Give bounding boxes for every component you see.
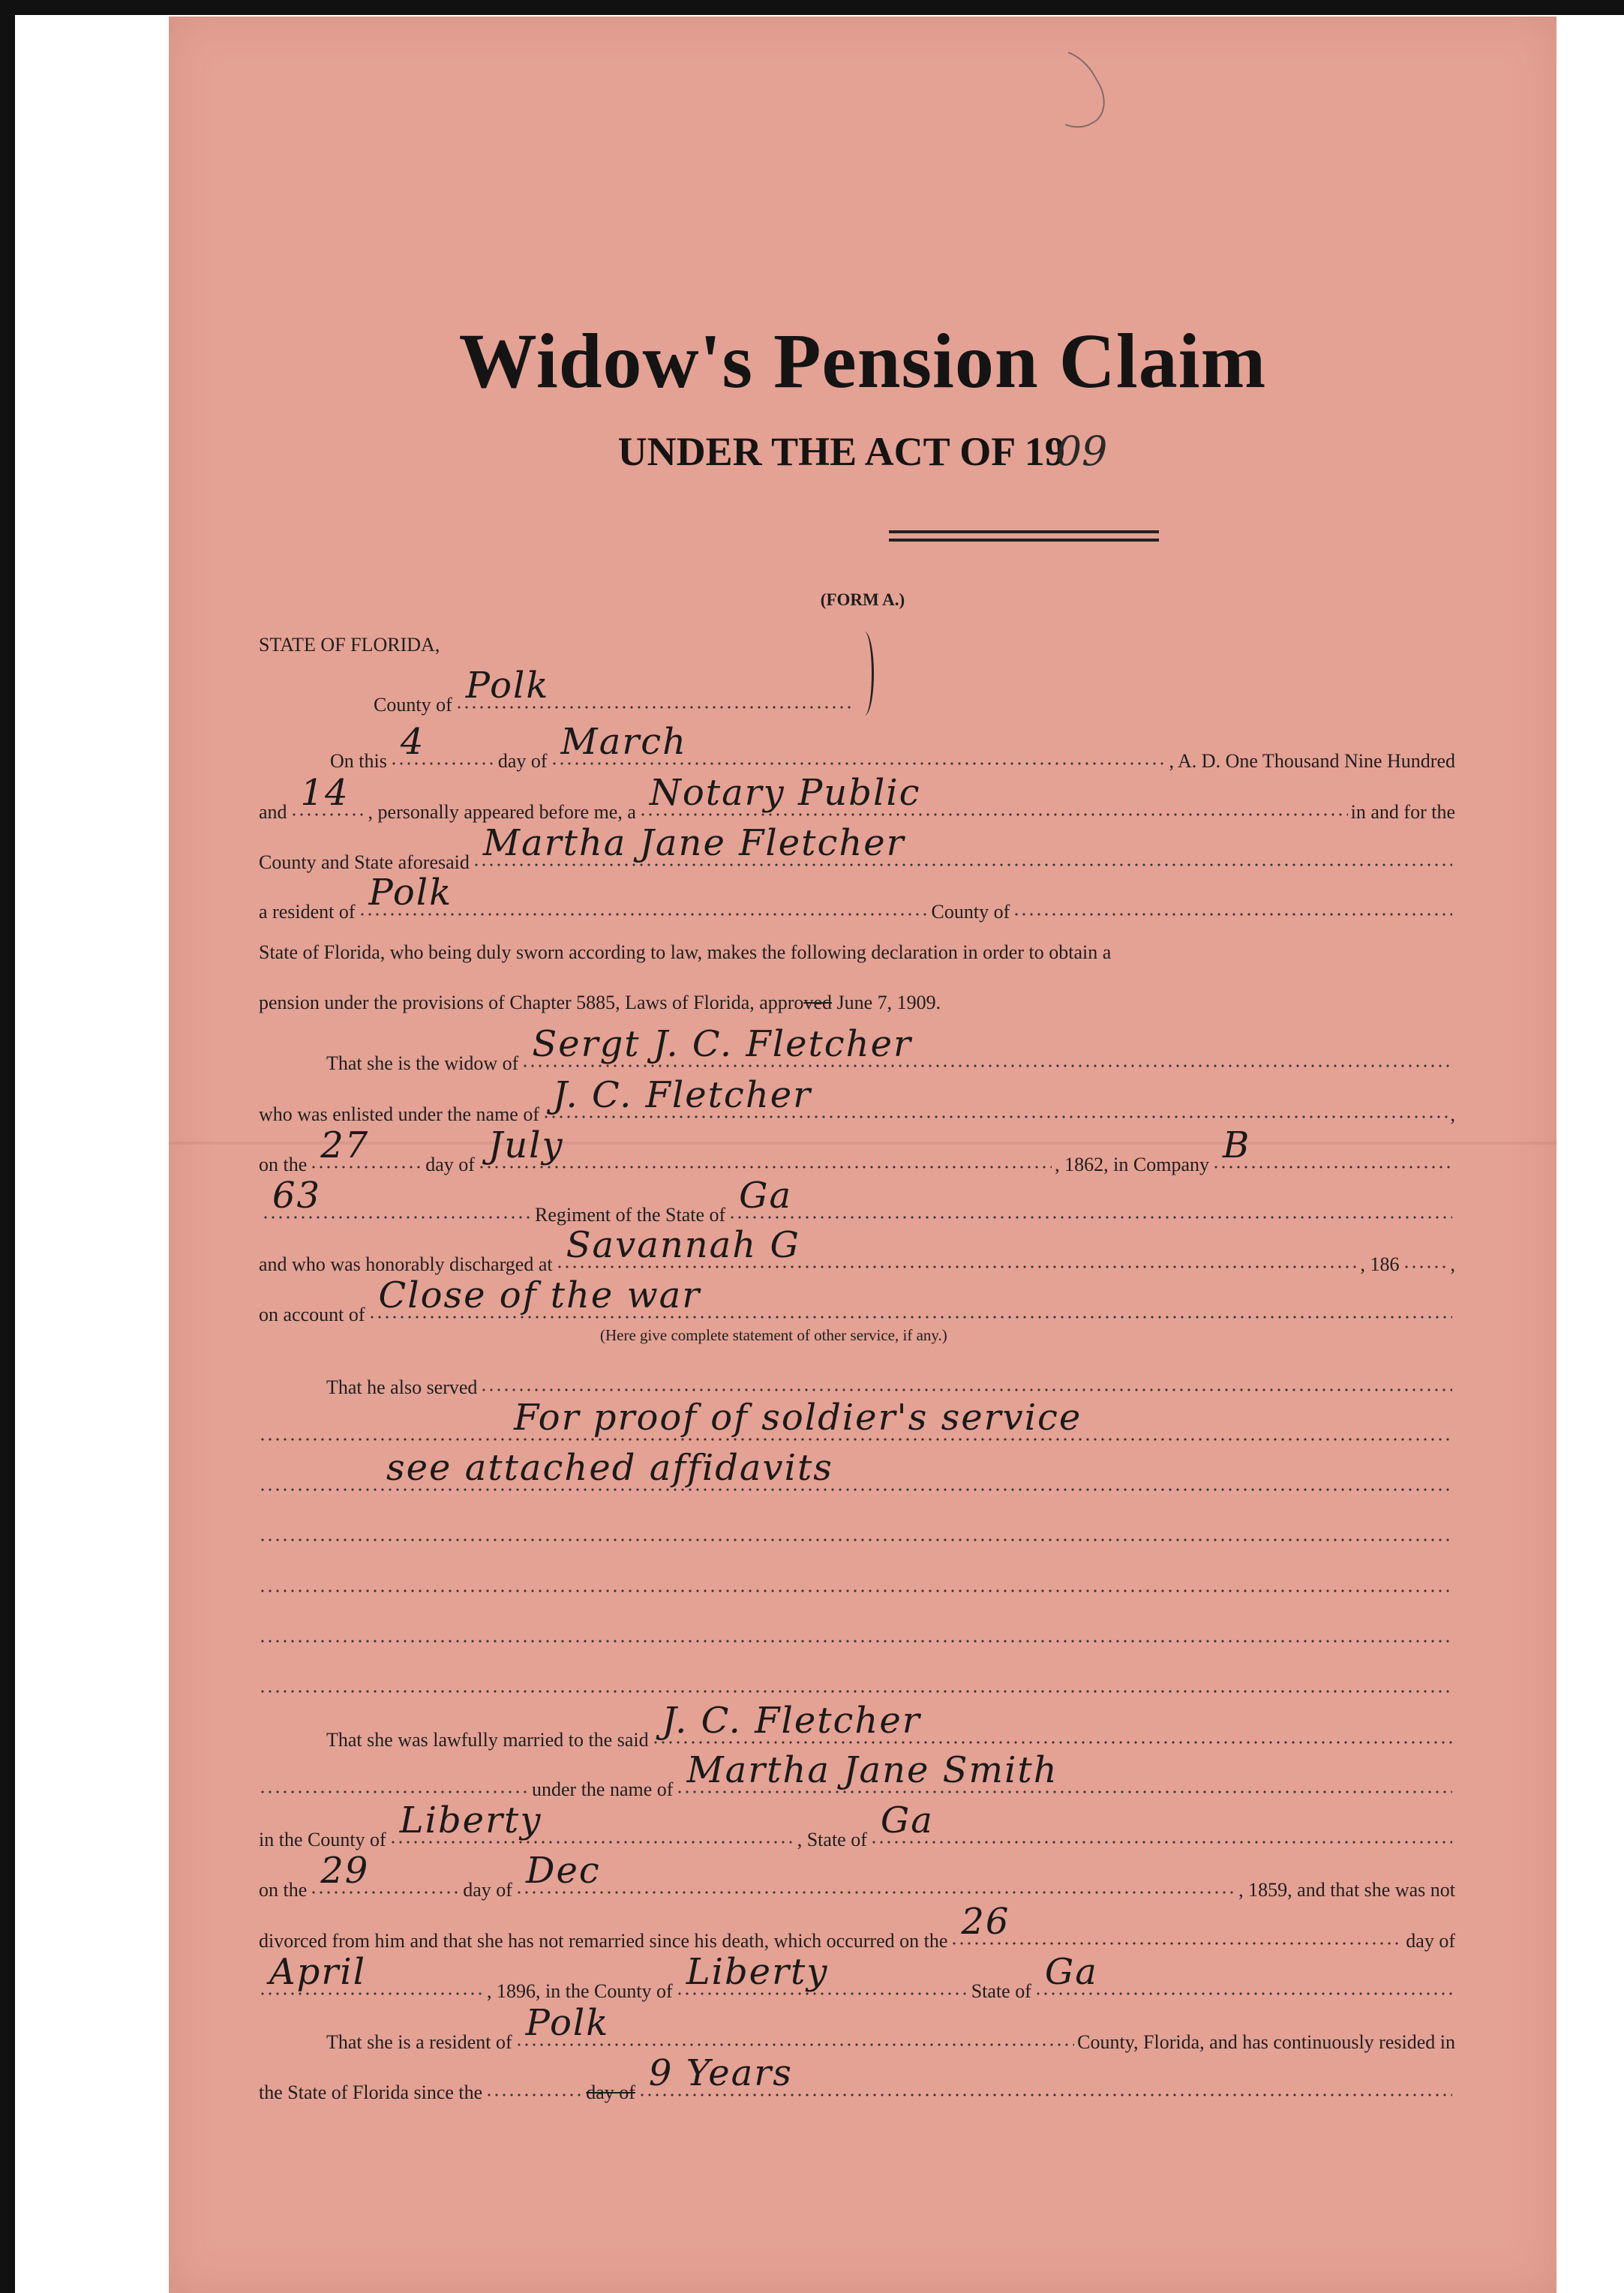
county-of-label: County of	[931, 901, 1010, 923]
declaration-text-1: State of Florida, who being duly sworn according to law, makes the following declaration in order to obtain a	[259, 941, 1112, 963]
enlist-day-field	[310, 1124, 422, 1171]
death-state-field	[1034, 1951, 1452, 1997]
also-served-row-2	[259, 1447, 1455, 1504]
title-double-rule-top	[889, 530, 1159, 533]
subtitle-handwritten-year: 09	[1055, 428, 1108, 475]
death-day-value: 26	[961, 1901, 1010, 1943]
since-field	[638, 2052, 1452, 2099]
enlist-day-value: 27	[320, 1124, 370, 1166]
venue-brace	[855, 632, 874, 716]
marriage-county-field	[389, 1799, 794, 1846]
blank-row-3	[259, 1618, 1455, 1655]
enlisted-label: who was enlisted under the name of	[259, 1103, 540, 1125]
residence-line	[326, 2002, 1455, 2059]
marriage-day-field	[310, 1850, 460, 1896]
regiment-field	[262, 1175, 532, 1221]
blank-field-1	[259, 1517, 1452, 1544]
declaration-text-2	[259, 992, 941, 1014]
appearance-day-field	[390, 721, 495, 767]
since-value: 9 Years	[648, 2052, 793, 2094]
marriage-county-value: Liberty	[399, 1799, 542, 1841]
death-line	[259, 1951, 1455, 2008]
since-line	[259, 2052, 1455, 2109]
death-year-value: 96	[516, 1980, 536, 2002]
and-label: and	[259, 801, 287, 823]
since-lead-field	[485, 2072, 583, 2099]
enlist-year-value: 2	[1094, 1154, 1104, 1175]
resident-field	[359, 872, 929, 918]
day-of-label: day of	[497, 750, 548, 772]
in-and-for-text: in and for the	[1350, 801, 1455, 823]
other-service-note: (Here give complete statement of other service, if any.)	[600, 1326, 947, 1344]
appearance-year-field	[290, 772, 365, 818]
enlist-day-of-label: day of	[425, 1154, 475, 1175]
death-county-field	[676, 1951, 968, 1997]
claimant-value: Martha Jane Fletcher	[482, 822, 905, 864]
declaration-text-2b: June 7, 1909.	[831, 992, 941, 1013]
marriage-day-of-label: day of	[463, 1879, 512, 1901]
death-state-label: State of	[971, 1980, 1031, 2002]
company-label: , in Company	[1103, 1154, 1209, 1175]
on-this-label: On this	[330, 750, 387, 772]
form-title: Widow's Pension Claim	[458, 318, 1267, 404]
discharged-label: and who was honorably discharged at	[259, 1253, 553, 1275]
form-subtitle	[169, 428, 1556, 475]
marriage-state-label: , State of	[797, 1829, 867, 1850]
divorce-text: divorced from him and that she has not remarried since his death, which occurred on the	[259, 1930, 948, 1952]
county-field	[455, 665, 851, 711]
marriage-date-line	[259, 1850, 1455, 1907]
discharged-field	[556, 1224, 1358, 1271]
blank-field-2	[259, 1568, 1452, 1595]
resident-county-field	[1013, 891, 1452, 918]
appearance-month-value: March	[560, 721, 688, 763]
company-field	[1212, 1124, 1452, 1171]
declaration-text-2a: pension under the provisions of Chapter 5885, Laws of Florida, appro	[259, 992, 804, 1013]
marriage-on-the-label: on the	[259, 1879, 308, 1901]
also-served-field-1	[259, 1397, 1452, 1443]
death-day-field	[950, 1901, 1403, 1947]
marriage-state-field	[870, 1799, 1452, 1846]
death-county-label: , in the County of	[536, 1980, 673, 2002]
blank-field-4	[259, 1668, 1452, 1695]
divorce-line	[259, 1901, 1455, 1958]
maiden-lead-field	[259, 1769, 529, 1796]
blank-row-2	[259, 1568, 1455, 1605]
death-day-of-label: day of	[1406, 1930, 1455, 1952]
county-state-label: County and State aforesaid	[259, 851, 470, 873]
resident-line	[259, 872, 1455, 929]
marriage-month-field	[515, 1850, 1235, 1896]
widow-of-line	[326, 1023, 1455, 1080]
on-account-label: on account of	[259, 1304, 365, 1325]
regiment-state-value: Ga	[739, 1175, 793, 1217]
regiment-label: Regiment of the State of	[535, 1204, 726, 1226]
death-state-value: Ga	[1044, 1951, 1098, 1993]
discharged-year-field	[1403, 1244, 1448, 1271]
maiden-value: Martha Jane Smith	[686, 1749, 1058, 1791]
enlist-month-value: July	[488, 1124, 564, 1166]
marriage-county-label: in the County of	[259, 1829, 386, 1850]
discharged-year-trail: ,	[1450, 1253, 1455, 1275]
enlist-on-the-label: on the	[259, 1154, 308, 1175]
marriage-state-value: Ga	[880, 1799, 934, 1841]
regiment-value: 63	[272, 1175, 322, 1217]
subtitle-text: UNDER THE ACT OF 19	[617, 429, 1065, 474]
state-label: STATE OF FLORIDA,	[259, 634, 440, 656]
enlist-date-line	[259, 1124, 1455, 1181]
officer-value: Notary Public	[649, 772, 921, 814]
residence-text: County, Florida, and has continuously resided in	[1077, 2031, 1455, 2053]
also-served-value-2: see attached affidavits	[386, 1447, 833, 1489]
claimant-field	[473, 822, 1452, 869]
title-double-rule-bottom	[889, 539, 1159, 542]
enlisted-value: J. C. Fletcher	[553, 1074, 812, 1116]
scan-top-border	[0, 0, 1624, 15]
not-divorced-text: , and that she was not	[1287, 1879, 1455, 1901]
declaration-line-1	[259, 941, 1455, 979]
county-label: County of	[374, 694, 452, 716]
also-served-label: That he also served	[326, 1376, 478, 1398]
blank-field-3	[259, 1618, 1452, 1645]
death-month-value: April	[269, 1951, 367, 1993]
declaration-struck: ved	[803, 992, 832, 1013]
marriage-year-label: , 18	[1238, 1879, 1268, 1901]
enlist-month-field	[478, 1124, 1052, 1171]
company-value: B	[1223, 1124, 1251, 1166]
enlisted-field	[542, 1074, 1447, 1121]
appearance-month-field	[551, 721, 1166, 767]
death-year-label: , 18	[487, 1980, 516, 2002]
appearance-day-value: 4	[400, 721, 425, 763]
regiment-line	[259, 1175, 1455, 1232]
widow-of-label: That she is the widow of	[326, 1052, 519, 1074]
death-month-field	[259, 1951, 484, 1997]
officer-field	[639, 772, 1348, 818]
also-served-value-1: For proof of soldier's service	[514, 1397, 1082, 1439]
county-value: Polk	[465, 665, 550, 707]
marriage-county-line	[259, 1799, 1455, 1856]
married-field	[652, 1700, 1452, 1746]
resident-label: a resident of	[259, 901, 356, 923]
marriage-year-value: 59	[1268, 1879, 1288, 1901]
since-struck-text: day of	[586, 2081, 635, 2103]
widow-of-field	[521, 1023, 1452, 1070]
married-value: J. C. Fletcher	[662, 1700, 921, 1742]
residence-value: Polk	[525, 2002, 610, 2044]
since-label: the State of Florida since the	[259, 2081, 483, 2103]
county-line	[374, 665, 854, 722]
ad-text: , A. D. One Thousand Nine Hundred	[1169, 750, 1455, 772]
enlisted-line	[259, 1074, 1455, 1131]
also-served-field-2	[259, 1447, 1452, 1493]
discharged-year-label: , 186	[1360, 1253, 1400, 1275]
death-county-value: Liberty	[686, 1951, 829, 1993]
marriage-month-value: Dec	[525, 1850, 601, 1892]
maiden-label: under the name of	[532, 1778, 674, 1800]
widow-of-value: Sergt J. C. Fletcher	[532, 1023, 912, 1065]
blank-row-1	[259, 1517, 1455, 1554]
enlisted-comma: ,	[1450, 1103, 1455, 1125]
appeared-text: , personally appeared before me, a	[368, 801, 636, 823]
form-label: (FORM A.)	[820, 590, 905, 609]
discharged-value: Savannah G	[566, 1224, 800, 1266]
resident-value: Polk	[368, 872, 453, 914]
on-account-value: Close of the war	[378, 1274, 701, 1316]
torn-paper-mark	[1018, 37, 1115, 143]
enlist-year-label: , 186	[1055, 1154, 1094, 1175]
residence-field	[515, 2002, 1075, 2048]
regiment-state-field	[728, 1175, 1452, 1221]
scan-left-border	[0, 15, 15, 2293]
residence-label: That she is a resident of	[326, 2031, 512, 2053]
married-label: That she was lawfully married to the said	[326, 1729, 649, 1751]
appearance-year-value: 14	[300, 772, 350, 814]
on-account-field	[368, 1274, 1452, 1321]
also-served-field	[480, 1367, 1452, 1394]
marriage-day-value: 29	[320, 1850, 370, 1892]
maiden-field	[676, 1749, 1452, 1796]
